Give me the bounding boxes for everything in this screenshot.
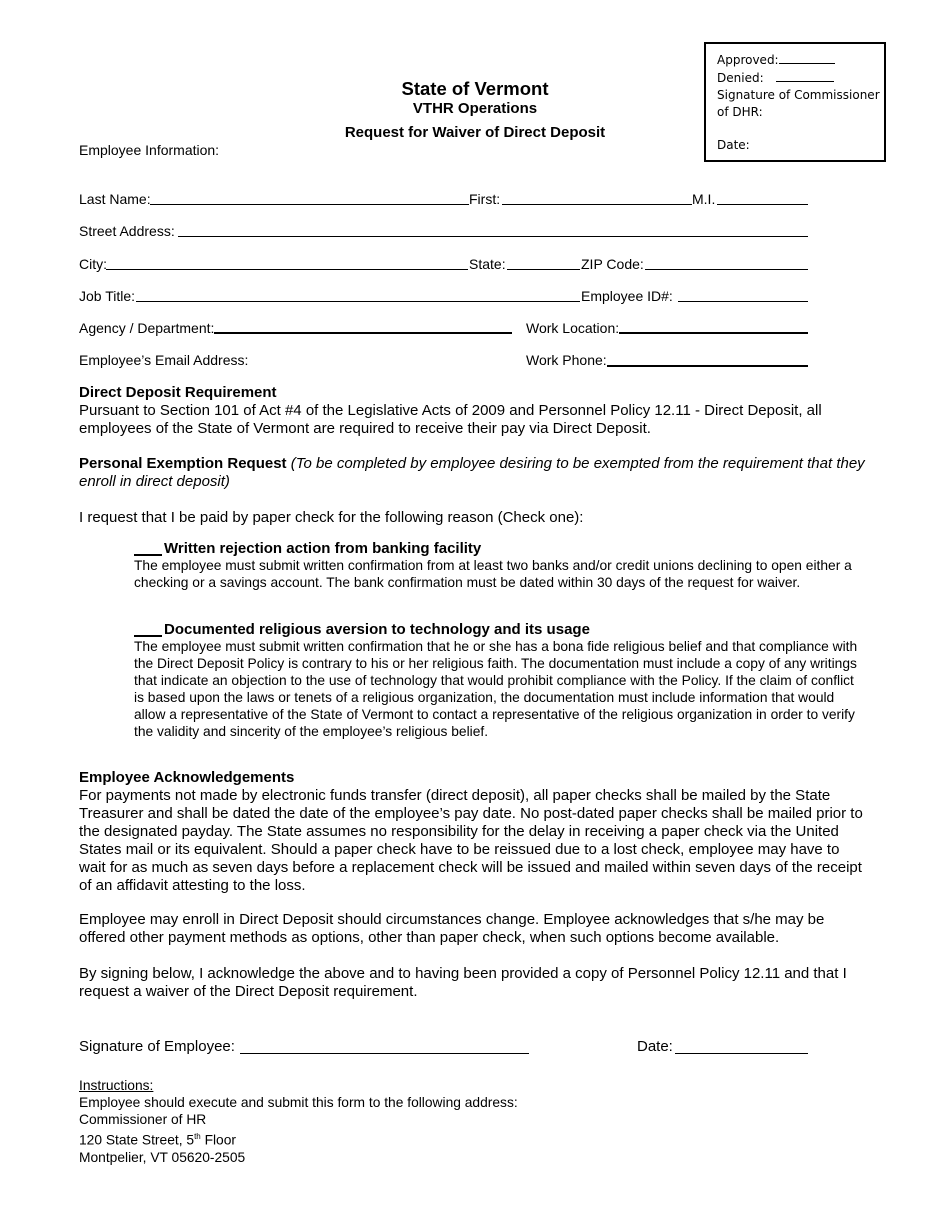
option-banking-checkbox[interactable] bbox=[134, 540, 162, 556]
option-religious-checkbox[interactable] bbox=[134, 621, 162, 637]
page-subtitle: VTHR Operations bbox=[412, 100, 538, 117]
approved-row bbox=[717, 51, 880, 69]
option-religious-heading bbox=[134, 621, 590, 639]
employee-signature-label: Signature of Employee: bbox=[79, 1038, 235, 1055]
option-banking-heading bbox=[134, 540, 481, 558]
last-name-field[interactable] bbox=[150, 204, 469, 205]
approved-field[interactable] bbox=[779, 51, 835, 64]
option-banking-title: Written rejection action from banking facility bbox=[164, 540, 482, 557]
state-label: State: bbox=[469, 256, 506, 272]
middle-initial-label: M.I. bbox=[692, 191, 716, 207]
instructions-block bbox=[79, 1077, 518, 1166]
exemption-heading-title: Personal Exemption Request bbox=[79, 455, 287, 472]
city-label: City: bbox=[79, 256, 107, 272]
last-name-label: Last Name: bbox=[79, 191, 151, 207]
acknowledgements-para-2: Employee may enroll in Direct Deposit should circumstances change. Employee acknowledges that s/he may be offered other payment methods as options, other than paper check, when such options become available. bbox=[79, 911, 825, 946]
acknowledgements-heading: Employee Acknowledgements bbox=[79, 769, 295, 786]
first-name-field[interactable] bbox=[502, 204, 692, 205]
option-religious-text: The employee must submit written confirmation that he or she has a bona fide religious belief and that compliance with the Direct Deposit Policy is contrary to his or her religious faith. The documentation must include a copy of any writings that indicate an objection to the use of technology that would prohibit compliance with the Policy. If the claim of conflict is based upon the laws or tenets of a religious organization, the documentation must include information that would allow a representative of the State of Vermont to contact a representative of the religious organization in order to verify the validity and sincerity of the employee’s religious belief. bbox=[134, 639, 858, 739]
employee-signature-field[interactable] bbox=[240, 1053, 529, 1054]
denied-field[interactable] bbox=[776, 69, 834, 82]
street-address-field[interactable] bbox=[178, 236, 808, 237]
work-phone-label: Work Phone: bbox=[526, 352, 607, 368]
exemption-heading bbox=[79, 455, 869, 491]
option-religious-title: Documented religious aversion to technology and its usage bbox=[164, 621, 590, 638]
approval-date-label: Date: bbox=[717, 138, 750, 152]
instructions-line-3 bbox=[79, 1128, 518, 1149]
job-title-label: Job Title: bbox=[79, 288, 136, 304]
agency-department-label: Agency / Department: bbox=[79, 320, 215, 336]
address-floor: Floor bbox=[200, 1132, 237, 1148]
employee-info-heading: Employee Information: bbox=[79, 142, 220, 158]
acknowledgements-para-1: For payments not made by electronic funds transfer (direct deposit), all paper checks shall be mailed by the State Treasurer and shall be dated the date of the employee’s pay date. No post-dated paper checks shall be mailed prior to the designated payday. The State assumes no responsibility for the delay in receiving a paper check via the United States mail or its equivalent. Should a paper check have to be reissued due to a lost check, employee may have to wait for as much as seven days before a replacement check will be issued and mailed within seven days of the receipt of an affidavit attesting to the loss. bbox=[79, 787, 863, 894]
work-location-field[interactable] bbox=[619, 332, 808, 334]
instructions-heading: Instructions: bbox=[79, 1078, 154, 1093]
instructions-line-1: Employee should execute and submit this form to the following address: bbox=[79, 1095, 518, 1110]
first-name-label: First: bbox=[469, 191, 501, 207]
approved-label: Approved: bbox=[717, 53, 779, 67]
address-street: 120 State Street, 5 bbox=[79, 1132, 195, 1148]
email-label: Employee’s Email Address: bbox=[79, 352, 249, 368]
agency-department-field[interactable] bbox=[214, 332, 512, 334]
page-title: State of Vermont bbox=[401, 78, 549, 99]
job-title-field[interactable] bbox=[136, 301, 580, 302]
employee-id-label: Employee ID#: bbox=[581, 288, 673, 304]
employee-id-field[interactable] bbox=[678, 301, 808, 302]
instructions-line-4: Montpelier, VT 05620-2505 bbox=[79, 1149, 246, 1165]
requirement-text: Pursuant to Section 101 of Act #4 of the Legislative Acts of 2009 and Personnel Policy 12.11 - Direct Deposit, all employees of the State of Vermont are required to receive their pay via Direct Deposit. bbox=[79, 402, 822, 437]
denied-row bbox=[717, 69, 880, 87]
street-address-label: Street Address: bbox=[79, 223, 175, 239]
work-phone-field[interactable] bbox=[607, 365, 808, 367]
instructions-line-2: Commissioner of HR bbox=[79, 1112, 207, 1127]
request-statement: I request that I be paid by paper check for the following reason (Check one): bbox=[79, 509, 584, 526]
zip-code-field[interactable] bbox=[645, 269, 808, 270]
form-title: Request for Waiver of Direct Deposit bbox=[344, 124, 606, 141]
zip-code-label: ZIP Code: bbox=[581, 256, 644, 272]
approval-box bbox=[704, 42, 886, 162]
option-banking-text: The employee must submit written confirmation from at least two banks and/or credit unions declining to open either a checking or a savings account. The bank confirmation must be dated within 30 days of the request for waiver. bbox=[134, 558, 852, 590]
commissioner-signature-label: Signature of Commissioner of DHR: bbox=[717, 88, 880, 119]
acknowledgements-para-3: By signing below, I acknowledge the above and to having been provided a copy of Personnel Policy 12.11 and that I request a waiver of the Direct Deposit requirement. bbox=[79, 965, 847, 1000]
requirement-heading: Direct Deposit Requirement bbox=[79, 384, 277, 401]
signature-date-field[interactable] bbox=[675, 1053, 808, 1054]
work-location-label: Work Location: bbox=[526, 320, 620, 336]
exemption-note: (To be completed by employee desiring to be exempted from the requirement that they enroll in direct deposit) bbox=[79, 455, 865, 490]
city-field[interactable] bbox=[106, 269, 468, 270]
signature-date-label: Date: bbox=[637, 1038, 673, 1055]
middle-initial-field[interactable] bbox=[717, 204, 808, 205]
address-floor-suffix: th bbox=[194, 1132, 201, 1141]
denied-label: Denied: bbox=[717, 71, 764, 85]
state-field[interactable] bbox=[507, 269, 580, 270]
